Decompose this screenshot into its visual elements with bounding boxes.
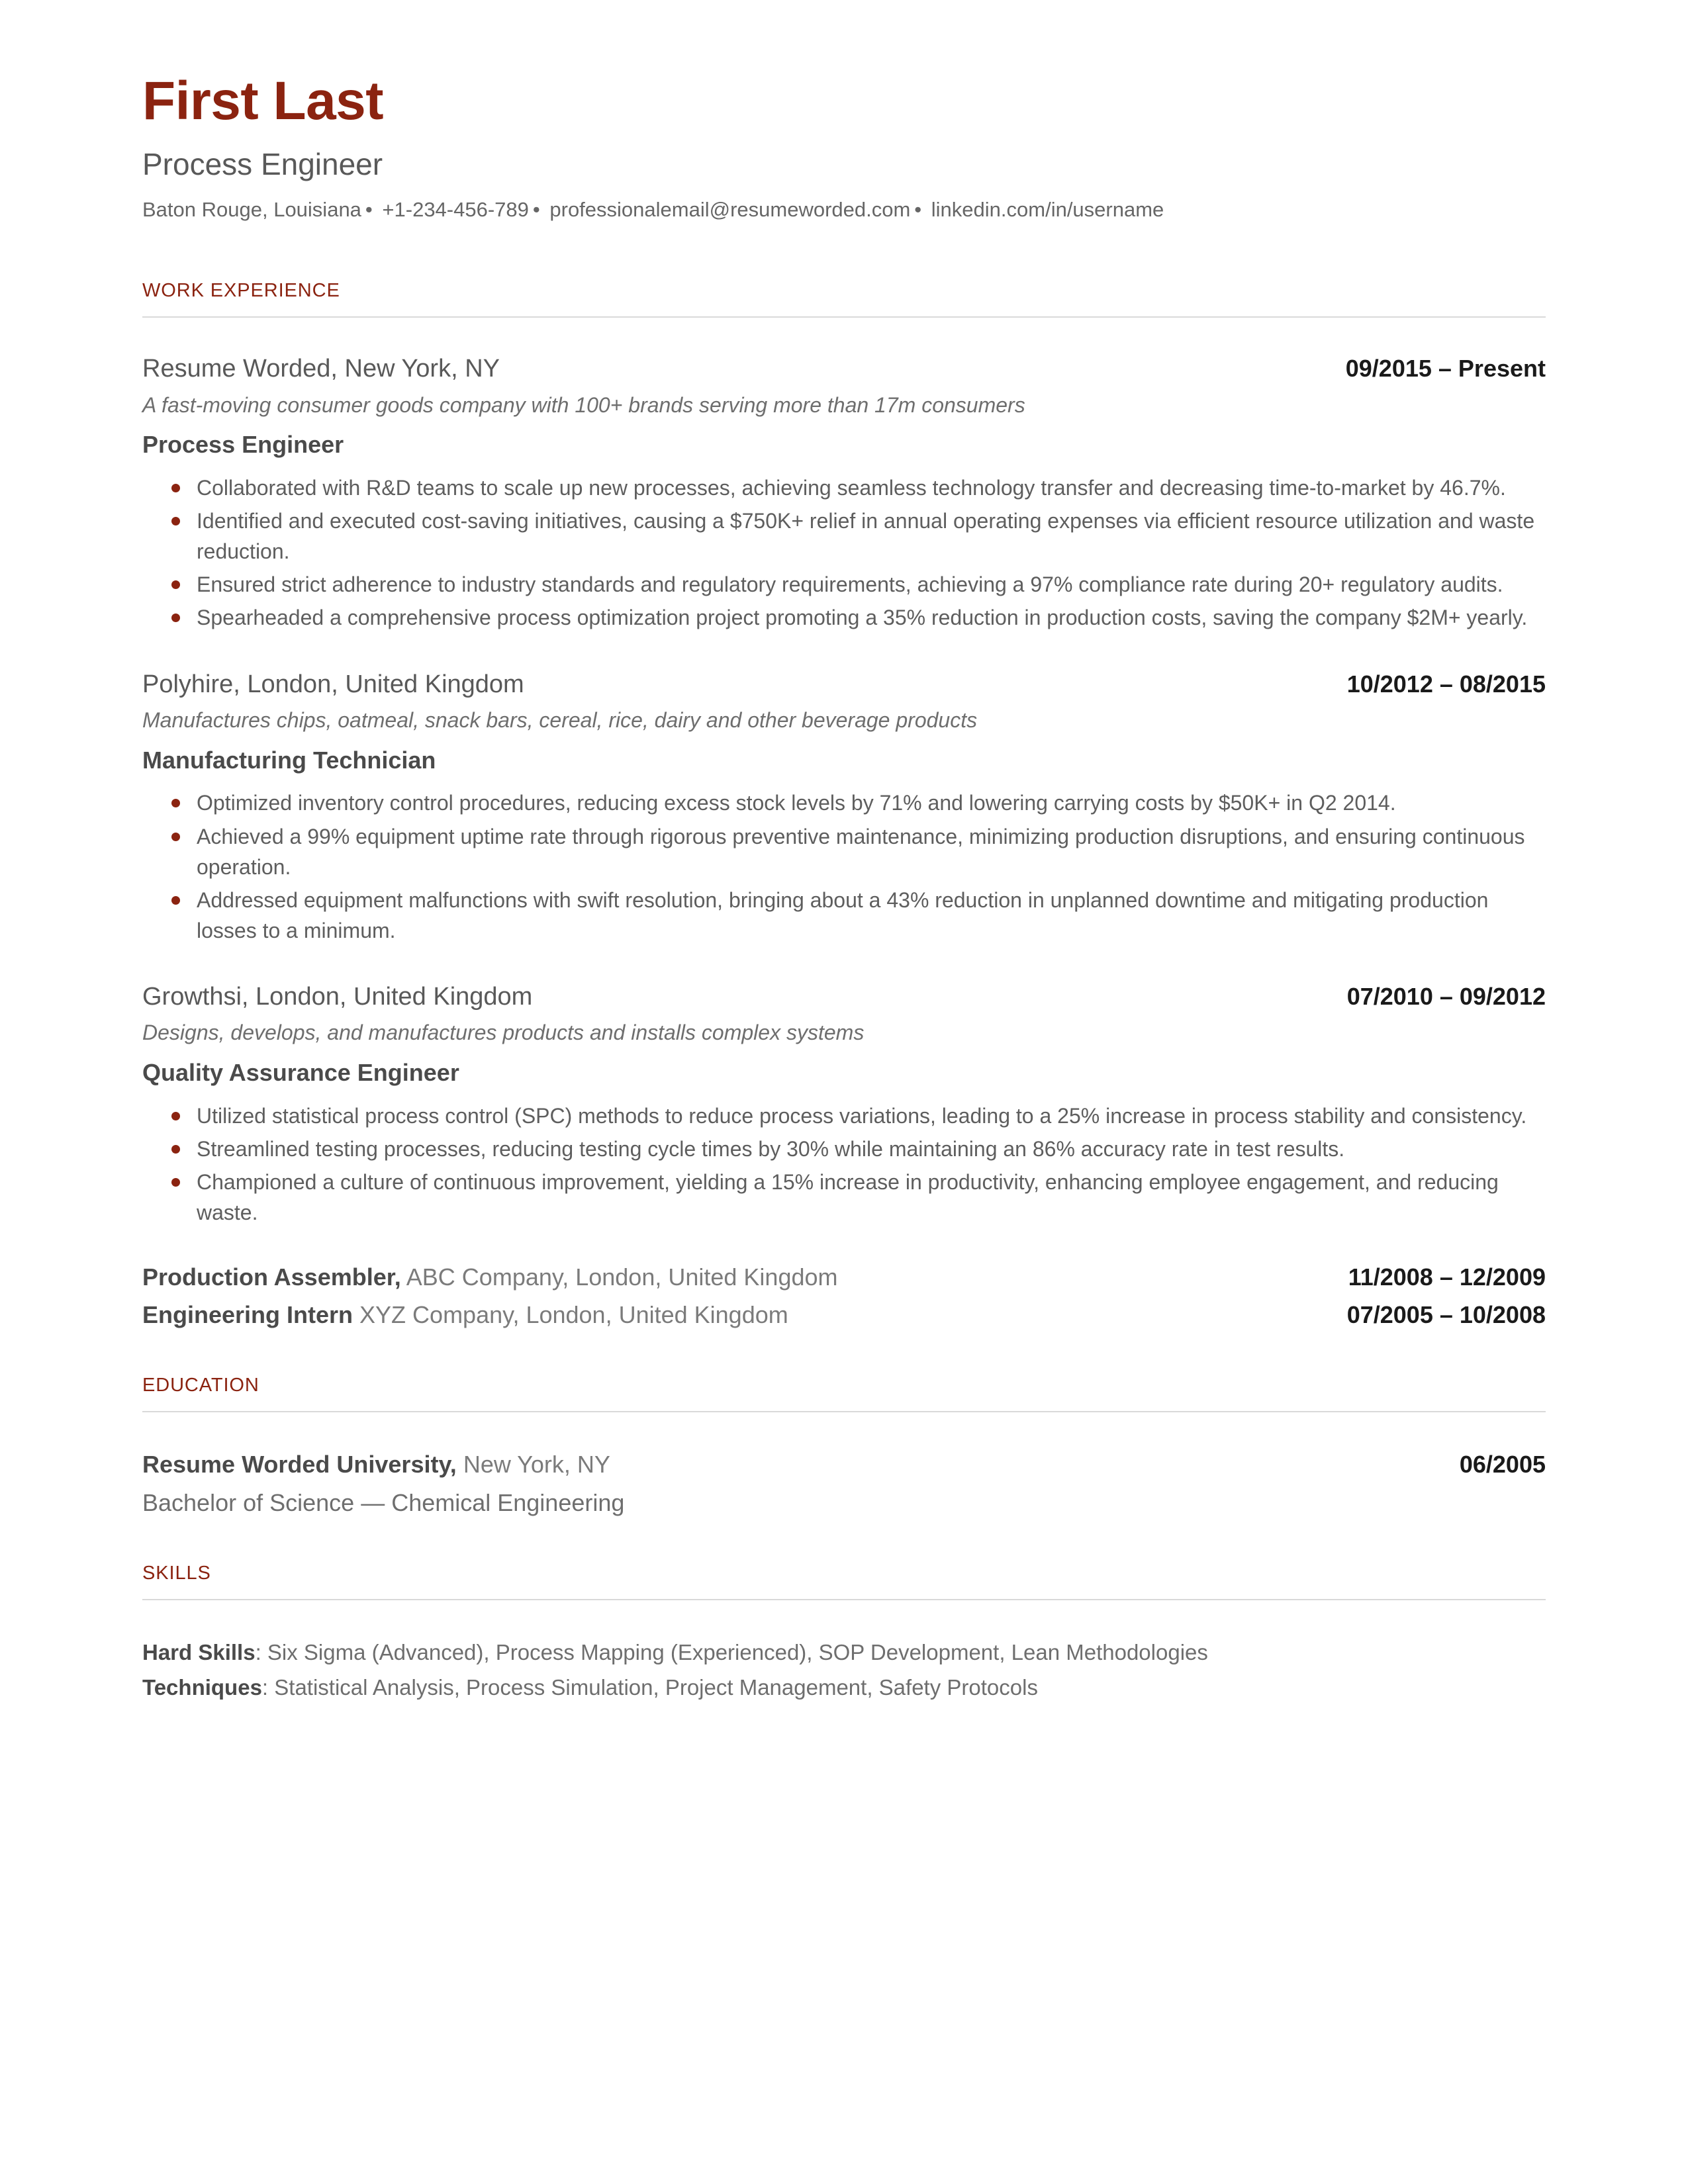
mini-role-text xyxy=(142,1300,788,1331)
contact-separator-3: • xyxy=(914,197,922,221)
education-dates: 06/2005 xyxy=(1459,1450,1546,1478)
candidate-headline: Process Engineer xyxy=(142,147,383,182)
section-work-experience xyxy=(142,280,1546,1330)
job-blurb: A fast-moving consumer goods company with 100+ brands serving more than 17m consumers xyxy=(142,392,1025,417)
section-title-skills: SKILLS xyxy=(142,1563,211,1584)
resume-header xyxy=(142,73,1546,223)
section-divider-work xyxy=(142,316,1546,318)
job-bullets xyxy=(142,788,1546,945)
job-entry xyxy=(142,669,1546,946)
section-title-work: WORK EXPERIENCE xyxy=(142,280,340,302)
job-company: Growthsi, London, United Kingdom xyxy=(142,982,533,1011)
job-role: Manufacturing Technician xyxy=(142,746,436,774)
bullet-item: Spearheaded a comprehensive process optimization project promoting a 35% reduction in production costs, saving the company $2M+ yearly. xyxy=(142,602,1546,633)
job-header-row xyxy=(142,981,1546,1013)
job-bullets xyxy=(142,473,1546,633)
contact-line xyxy=(142,197,1546,223)
contact-phone: +1-234-456-789 xyxy=(382,197,529,221)
job-role: Process Engineer xyxy=(142,431,344,459)
job-dates: 09/2015 – Present xyxy=(1345,355,1546,383)
job-company: Resume Worded, New York, NY xyxy=(142,355,500,383)
skill-line xyxy=(142,1672,1546,1704)
section-title-education: EDUCATION xyxy=(142,1374,259,1396)
mini-role-detail: ABC Company, London, United Kingdom xyxy=(400,1263,838,1291)
contact-separator-1: • xyxy=(365,197,373,221)
education-entry xyxy=(142,1449,1546,1520)
bullet-item: Streamlined testing processes, reducing testing cycle times by 30% while maintaining an 86% accuracy rate in test results. xyxy=(142,1134,1546,1164)
section-skills xyxy=(142,1563,1546,1704)
skill-label: Hard Skills xyxy=(142,1640,256,1665)
section-divider-education xyxy=(142,1411,1546,1412)
bullet-item: Identified and executed cost-saving initiatives, causing a $750K+ relief in annual operating expenses via efficient resource utilization and waste reduction. xyxy=(142,506,1546,567)
skill-label: Techniques xyxy=(142,1675,262,1700)
bullet-item: Ensured strict adherence to industry standards and regulatory requirements, achieving a 97% compliance rate during 20+ regulatory audits. xyxy=(142,569,1546,600)
education-school xyxy=(142,1449,610,1480)
job-entry xyxy=(142,981,1546,1228)
contact-separator-2: • xyxy=(532,197,540,221)
job-company: Polyhire, London, United Kingdom xyxy=(142,670,524,698)
education-header-row xyxy=(142,1449,1546,1480)
job-entry xyxy=(142,353,1546,633)
education-school-location: New York, NY xyxy=(456,1450,610,1478)
job-dates: 10/2012 – 08/2015 xyxy=(1346,670,1546,698)
mini-role-text xyxy=(142,1262,838,1293)
mini-role-title: Production Assembler, xyxy=(142,1263,401,1291)
job-blurb: Designs, develops, and manufactures products and installs complex systems xyxy=(142,1021,865,1045)
mini-role-detail: XYZ Company, London, United Kingdom xyxy=(353,1300,788,1328)
job-header-row xyxy=(142,669,1546,701)
contact-linkedin[interactable]: linkedin.com/in/username xyxy=(931,197,1164,221)
job-header-row xyxy=(142,353,1546,385)
bullet-item: Optimized inventory control procedures, reducing excess stock levels by 71% and lowering carrying costs by $50K+ in Q2 2014. xyxy=(142,788,1546,818)
job-bullets xyxy=(142,1101,1546,1228)
bullet-item: Championed a culture of continuous improvement, yielding a 15% increase in productivity, enhancing employee engagement, and reducing waste. xyxy=(142,1167,1546,1228)
section-divider-skills xyxy=(142,1599,1546,1600)
bullet-item: Utilized statistical process control (SPC) methods to reduce process variations, leading to a 25% increase in process stability and consistency. xyxy=(142,1101,1546,1131)
bullet-item: Achieved a 99% equipment uptime rate through rigorous preventive maintenance, minimizing production disruptions, and ensuring continuous operation. xyxy=(142,821,1546,882)
mini-role-title: Engineering Intern xyxy=(142,1300,353,1328)
education-school-name: Resume Worded University, xyxy=(142,1450,457,1478)
bullet-item: Addressed equipment malfunctions with swift resolution, bringing about a 43% reduction in unplanned downtime and mitigating production losses to a minimum. xyxy=(142,885,1546,946)
job-dates: 07/2010 – 09/2012 xyxy=(1346,982,1546,1010)
contact-location: Baton Rouge, Louisiana xyxy=(142,197,361,221)
section-education xyxy=(142,1375,1546,1520)
mini-role-row xyxy=(142,1300,1546,1331)
mini-role-dates: 07/2005 – 10/2008 xyxy=(1346,1300,1546,1328)
additional-roles xyxy=(142,1262,1546,1331)
bullet-item: Collaborated with R&D teams to scale up new processes, achieving seamless technology transfer and decreasing time-to-market by 46.7%. xyxy=(142,473,1546,503)
skill-values: : Statistical Analysis, Process Simulation, Project Management, Safety Protocols xyxy=(261,1675,1038,1700)
skill-line xyxy=(142,1637,1546,1668)
candidate-name: First Last xyxy=(142,71,384,131)
mini-role-dates: 11/2008 – 12/2009 xyxy=(1348,1263,1546,1291)
contact-email[interactable]: professionalemail@resumeworded.com xyxy=(549,197,911,221)
job-blurb: Manufactures chips, oatmeal, snack bars, cereal, rice, dairy and other beverage products xyxy=(142,708,978,733)
job-role: Quality Assurance Engineer xyxy=(142,1058,459,1086)
mini-role-row xyxy=(142,1262,1546,1293)
skill-values: : Six Sigma (Advanced), Process Mapping (Experienced), SOP Development, Lean Methodologies xyxy=(255,1640,1208,1665)
education-degree: Bachelor of Science — Chemical Engineering xyxy=(142,1489,625,1517)
skills-list xyxy=(142,1637,1546,1704)
